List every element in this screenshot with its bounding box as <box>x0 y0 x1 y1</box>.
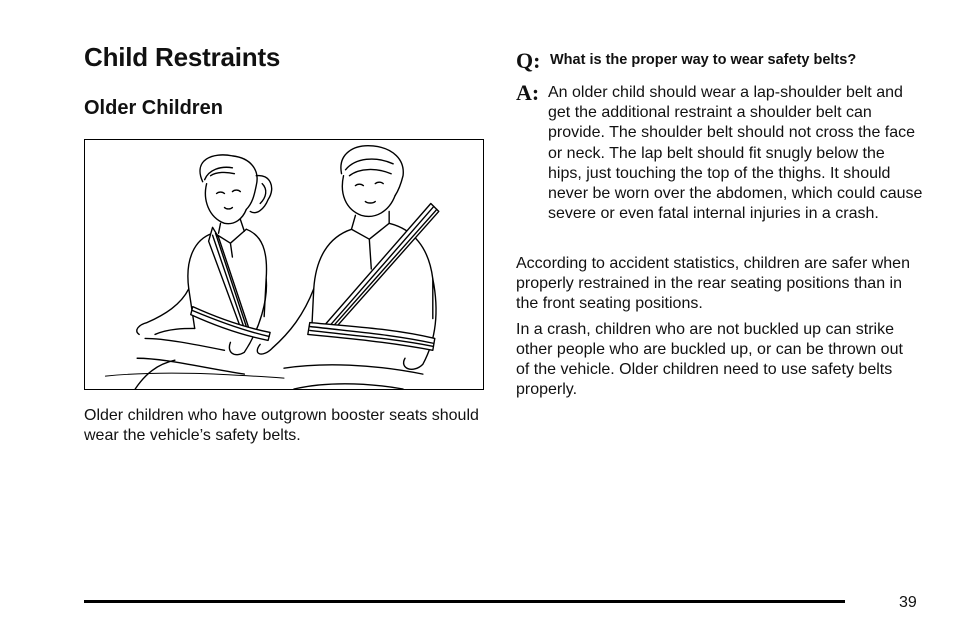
answer-marker: A: <box>516 80 540 105</box>
question-marker: Q: <box>516 48 541 73</box>
footer-rule <box>84 600 845 603</box>
page-number: 39 <box>899 594 917 611</box>
illustration-children-in-safety-belts <box>84 139 484 390</box>
page-title: Child Restraints <box>84 42 281 72</box>
body-paragraph: In a crash, children who are not buckled up can strike other people who are buckled up, or can be thrown out of the vehicle. Older children need to use safety belts properly. <box>516 321 903 398</box>
section-subtitle: Older Children <box>84 97 223 119</box>
question-text: What is the proper way to wear safety belts? <box>550 52 857 68</box>
body-paragraph: According to accident statistics, children are safer when properly restrained in the rear seating positions than in the front seating positions. <box>516 255 910 312</box>
girl-figure <box>135 155 271 389</box>
figure-caption: Older children who have outgrown booster seats should wear the vehicle’s safety belts. <box>84 407 479 444</box>
boy-figure <box>257 146 438 389</box>
answer-text: An older child should wear a lap-shoulder belt and get the additional restraint a shoulder belt can provide. The shoulder belt should not cross the face or neck. The lap belt should fit snugly below the hips, just touching the top of the thighs. It should never be worn over the abdomen, which could cause severe or even fatal internal injuries in a crash. <box>548 84 923 223</box>
